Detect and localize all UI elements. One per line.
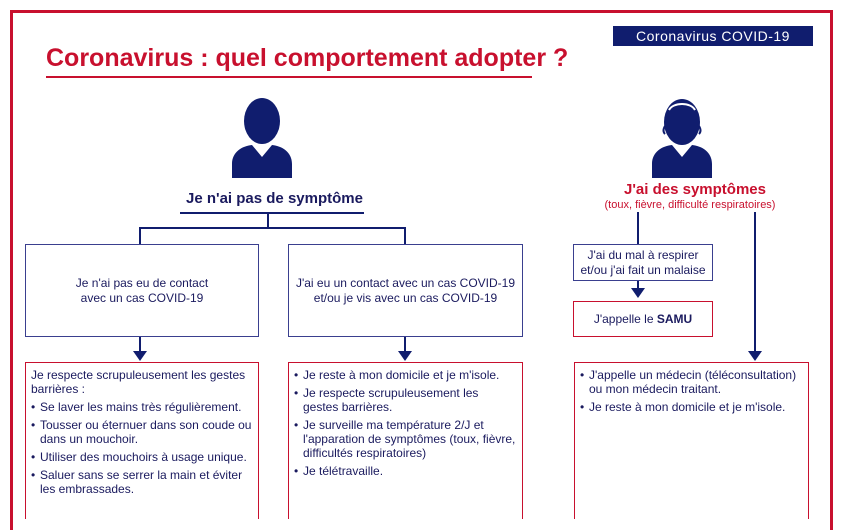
no-symptom-label: Je n'ai pas de symptôme	[186, 190, 363, 207]
list-item: • Je reste à mon domicile et je m'isole.	[580, 400, 802, 414]
person-icon	[232, 96, 292, 178]
list-item: • Je respecte scrupuleusement les gestes barrières.	[294, 386, 516, 414]
page-title: Coronavirus : quel comportement adopter ?	[46, 44, 569, 72]
arrow-left-shaft	[139, 337, 141, 352]
samu-text	[594, 312, 692, 327]
no-symptom-underline	[180, 212, 364, 214]
case-no-contact-text: Je n'ai pas eu de contact avec un cas COVID-19	[75, 275, 209, 305]
list-item: • Saluer sans se serrer la main et éviter les embrassades.	[31, 468, 252, 496]
advice-symptoms-list	[580, 368, 802, 414]
severe-case-box	[573, 244, 713, 281]
arrow-middle-shaft	[404, 337, 406, 352]
arrow-left-head	[133, 351, 147, 361]
advice-no-contact-list	[31, 400, 252, 496]
arrow-samu-head	[631, 288, 645, 298]
advice-contact-box	[288, 362, 523, 519]
connector-left-horizontal	[139, 227, 406, 229]
list-item: • Tousser ou éternuer dans son coude ou dans un mouchoir.	[31, 418, 252, 446]
advice-symptoms-box	[574, 362, 809, 519]
advice-contact-list	[294, 368, 516, 478]
list-item: • Je reste à mon domicile et je m'isole.	[294, 368, 516, 382]
samu-prefix: J'appelle le	[593, 311, 657, 326]
case-contact-text: J'ai eu un contact avec un cas COVID-19 et/ou je vis avec un cas COVID-19	[295, 275, 516, 305]
list-item: • Utiliser des mouchoirs à usage unique.	[31, 450, 252, 464]
list-item: • Je surveille ma température 2/J et l'apparation de symptômes (toux, fièvre, difficultés respiratoires)	[294, 418, 516, 460]
advice-no-contact-intro: Je respecte scrupuleusement les gestes barrières :	[31, 368, 246, 396]
samu-label: SAMU	[656, 311, 693, 326]
list-item: • J'appelle un médecin (téléconsultation) ou mon médecin traitant.	[580, 368, 802, 396]
arrow-middle-head	[398, 351, 412, 361]
symptoms-label: J'ai des symptômes	[624, 181, 766, 198]
header-tag: Coronavirus COVID-19	[613, 26, 813, 46]
severe-case-text: J'ai du mal à respirer et/ou j'ai fait un malaise	[580, 247, 706, 277]
symptoms-sublabel: (toux, fièvre, difficulté respiratoires)	[604, 199, 776, 211]
list-item: • Se laver les mains très régulièrement.	[31, 400, 252, 414]
advice-no-contact-box	[25, 362, 259, 519]
case-contact-box	[288, 244, 523, 337]
arrow-symptom-right-head	[748, 351, 762, 361]
sick-person-icon	[650, 96, 714, 178]
connector-right-drop	[404, 227, 406, 244]
title-underline	[46, 76, 532, 78]
case-no-contact-box	[25, 244, 259, 337]
connector-symptom-right	[754, 212, 756, 352]
connector-left-drop	[139, 227, 141, 244]
list-item: • Je télétravaille.	[294, 464, 516, 478]
samu-box	[573, 301, 713, 337]
connector-symptom-left	[637, 212, 639, 244]
